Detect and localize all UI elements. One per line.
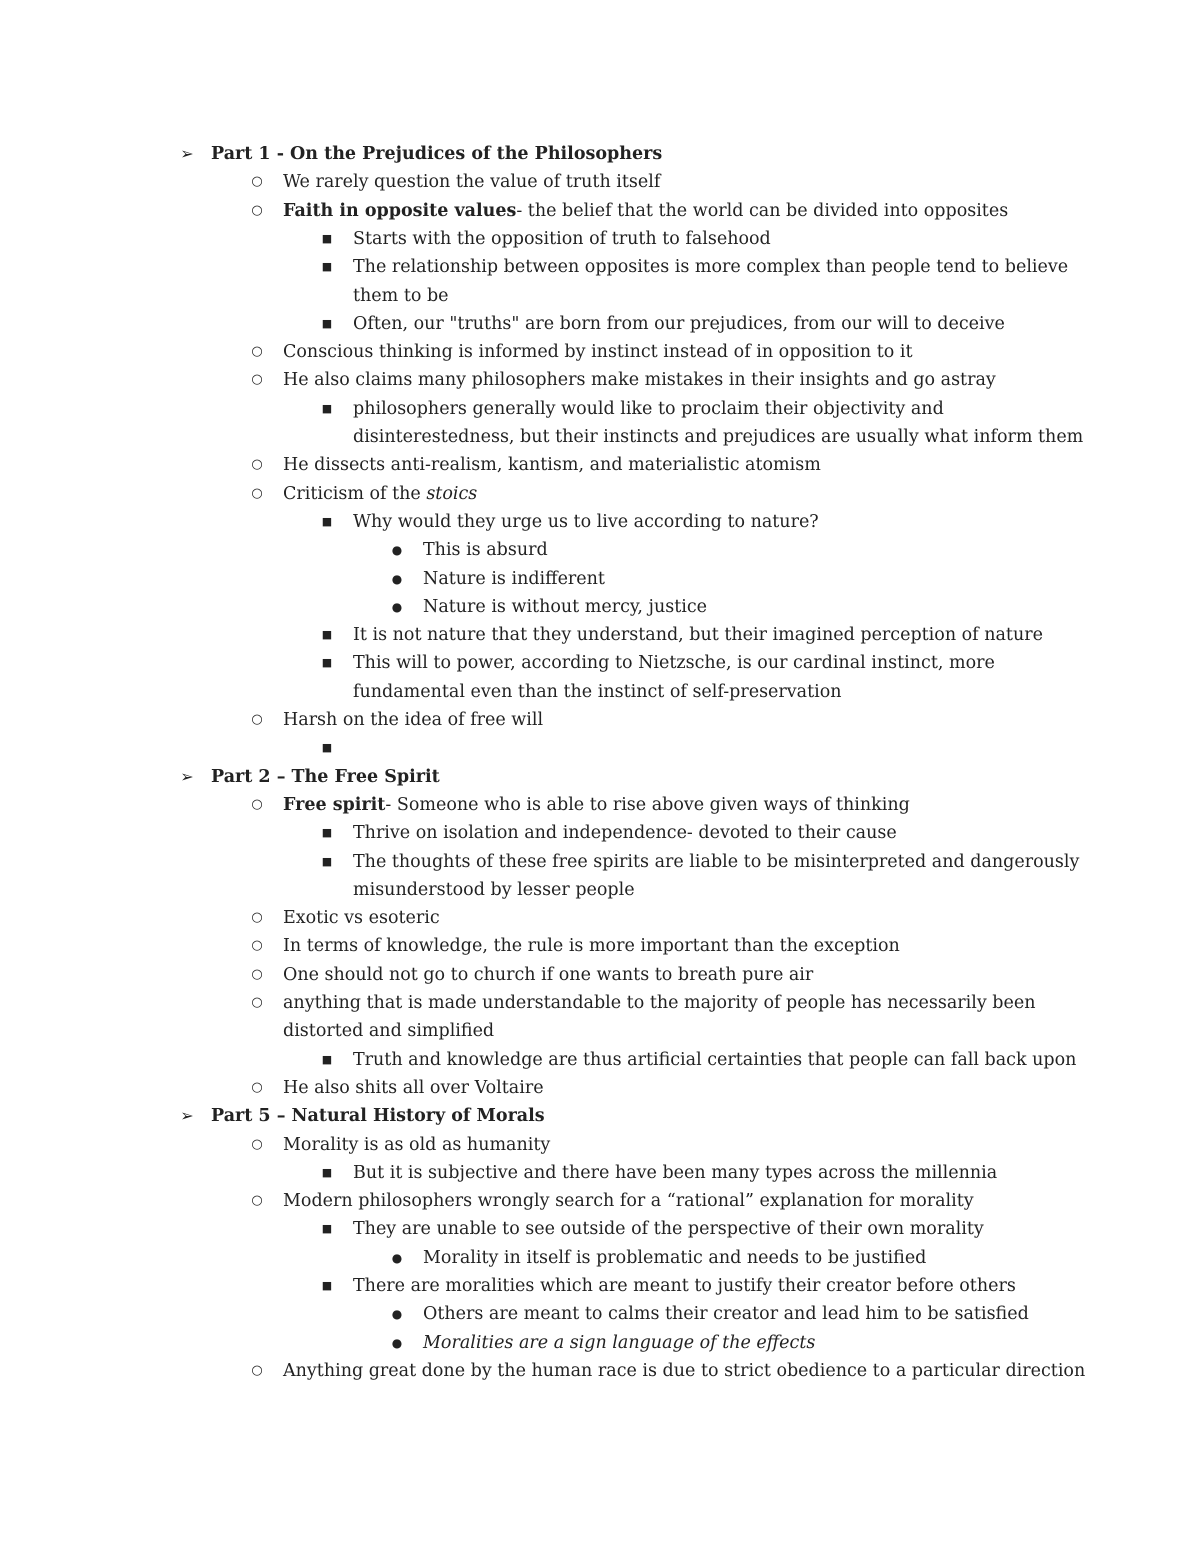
line-text (423, 1329, 815, 1357)
bullet-marker: ■ (321, 628, 333, 642)
line-text (283, 1187, 974, 1215)
text-segment: Free spirit (283, 794, 386, 815)
bullet-marker: ○ (251, 202, 263, 218)
line-text (283, 197, 1008, 225)
text-segment: Morality is as old as humanity (283, 1134, 551, 1155)
text-segment: The relationship between opposites is more complex than people tend to believe (353, 257, 1069, 278)
bullet-marker: ● (391, 543, 403, 558)
line-text (353, 1272, 1016, 1300)
line-text (211, 140, 662, 168)
bullet-marker: ■ (321, 854, 333, 868)
text-segment: Criticism of the (283, 483, 427, 504)
text-segment: Truth and knowledge are thus artificial certainties that people can fall back upon (353, 1049, 1077, 1070)
bullet-marker: ○ (251, 1193, 263, 1209)
line-text (283, 791, 910, 819)
line-text (353, 253, 1068, 281)
bullet-marker: ➢ (180, 766, 194, 786)
text-segment: We rarely question the value of truth itself (283, 172, 661, 193)
line-text (353, 1046, 1076, 1074)
line-text (283, 1357, 1085, 1385)
text-segment: He dissects anti-realism, kantism, and materialistic atomism (283, 455, 821, 476)
text-segment: Conscious thinking is informed by instinct instead of in opposition to it (283, 342, 913, 363)
line-text (353, 1215, 984, 1243)
bullet-marker: ○ (251, 995, 263, 1010)
bullet-marker: ○ (251, 1079, 263, 1095)
bullet-marker: ■ (321, 656, 333, 670)
text-segment: Part 1 - On the Prejudices of the Philosophers (211, 144, 663, 164)
line-text (423, 536, 548, 564)
line-text (211, 763, 440, 791)
text-segment: Part 2 – The Free Spirit (211, 766, 440, 787)
text-segment: He also claims many philosophers make mistakes in their insights and go astray (283, 370, 996, 391)
bullet-marker: ■ (321, 1279, 333, 1292)
text-segment: Morality in itself is problematic and needs to be justified (423, 1247, 927, 1268)
bullet-marker: ■ (321, 826, 333, 840)
line-text (353, 282, 449, 310)
line-text (353, 395, 944, 423)
text-segment: stoics (426, 483, 478, 504)
line-text (353, 621, 1043, 649)
line-text (353, 848, 1079, 876)
text-segment: Part 5 – Natural History of Morals (211, 1106, 545, 1127)
text-segment: It is not nature that they understand, but their imagined perception of nature (353, 625, 1043, 646)
bullet-marker: ○ (251, 938, 263, 954)
text-segment: distorted and simplified (283, 1021, 495, 1042)
line-text (283, 168, 660, 196)
bullet-marker: ● (391, 1250, 403, 1265)
text-segment: The thoughts of these free spirits are liable to be misinterpreted and dangerously (353, 851, 1080, 872)
text-segment: Moralities are a sign language of the effects (423, 1332, 816, 1353)
text-segment: He also shits all over Voltaire (283, 1077, 544, 1098)
text-segment: Starts with the opposition of truth to falsehood (353, 228, 771, 249)
bullet-marker: ● (391, 599, 403, 614)
bullet-marker: ○ (251, 372, 263, 388)
line-text (283, 1017, 494, 1045)
text-segment: Harsh on the idea of free will (283, 710, 544, 730)
text-segment: - the belief that the world can be divided into opposites (516, 200, 1009, 221)
line-text (353, 678, 842, 706)
line-text (283, 961, 813, 989)
line-text (211, 1102, 545, 1130)
bullet-marker: ■ (321, 1052, 333, 1066)
text-segment: them to be (353, 285, 449, 306)
line-text (353, 423, 1083, 451)
line-text (423, 1300, 1029, 1328)
line-text (283, 989, 1035, 1017)
bullet-marker: ■ (321, 231, 333, 245)
line-text (283, 1131, 550, 1159)
text-segment: fundamental even than the instinct of self-preservation (353, 681, 842, 702)
line-text (283, 932, 900, 960)
line-text (423, 593, 707, 621)
line-text (353, 819, 897, 847)
line-text (283, 480, 477, 508)
text-segment: Often, our "truths" are born from our prejudices, from our will to deceive (353, 313, 1005, 334)
text-segment: Anything great done by the human race is due to strict obedience to a particular direction (283, 1360, 1086, 1381)
text-segment: philosophers generally would like to proclaim their objectivity and (353, 398, 944, 419)
line-text (283, 338, 913, 366)
bullet-marker: ■ (321, 401, 333, 415)
text-segment: Thrive on isolation and independence- devoted to their cause (353, 823, 897, 844)
bullet-marker: ■ (321, 316, 333, 330)
bullet-marker: ● (391, 1335, 403, 1350)
bullet-marker: ■ (321, 1165, 333, 1179)
line-text (353, 1159, 997, 1187)
line-text (353, 649, 995, 677)
bullet-marker: ○ (251, 1136, 263, 1152)
text-segment: Why would they urge us to live according to nature? (353, 511, 819, 532)
bullet-marker: ■ (321, 514, 333, 528)
text-segment: Nature is indifferent (423, 568, 605, 589)
bullet-marker: ○ (251, 966, 263, 982)
text-segment: Others are meant to calms their creator and lead him to be satisfied (423, 1304, 1029, 1325)
line-text (353, 310, 1005, 338)
bullet-marker: ○ (251, 1362, 263, 1378)
line-text (423, 1244, 926, 1272)
line-text (353, 876, 635, 904)
text-segment: There are moralities which are meant to justify their creator before others (353, 1276, 1016, 1296)
line-text (283, 706, 543, 734)
line-text (353, 225, 771, 253)
text-segment: This will to power, according to Nietzsche, is our cardinal instinct, more (353, 653, 995, 674)
text-segment: - Someone who is able to rise above given ways of thinking (385, 794, 910, 815)
text-segment: Modern philosophers wrongly search for a “rational” explanation for morality (283, 1191, 974, 1212)
text-segment: Exotic vs esoteric (283, 908, 440, 929)
line-text (353, 508, 819, 536)
text-segment: In terms of knowledge, the rule is more important than the exception (283, 936, 900, 957)
text-segment: anything that is made understandable to the majority of people has necessarily been (283, 993, 1036, 1013)
bullet-marker: ■ (321, 741, 333, 755)
text-segment: Nature is without mercy, justice (423, 596, 708, 617)
text-segment: They are unable to see outside of the perspective of their own morality (353, 1219, 984, 1240)
bullet-marker: ○ (251, 910, 263, 926)
line-text (283, 451, 821, 479)
line-text (423, 565, 605, 593)
bullet-marker: ○ (251, 712, 263, 727)
text-segment: But it is subjective and there have been many types across the millennia (353, 1162, 998, 1183)
text-segment: This is absurd (423, 540, 548, 561)
bullet-marker: ■ (321, 1222, 333, 1236)
line-text (283, 1074, 544, 1102)
line-text (283, 366, 996, 394)
bullet-marker: ➢ (180, 1106, 194, 1126)
bullet-marker: ○ (251, 796, 263, 812)
bullet-marker: ■ (321, 260, 333, 274)
bullet-marker: ○ (251, 485, 263, 501)
bullet-marker: ○ (251, 457, 263, 473)
bullet-marker: ○ (251, 344, 263, 360)
text-segment: disinterestedness, but their instincts and prejudices are usually what inform them (353, 427, 1084, 447)
bullet-marker: ● (391, 571, 403, 586)
bullet-marker: ○ (251, 174, 263, 190)
bullet-marker: ● (391, 1307, 403, 1322)
bullet-marker: ➢ (180, 144, 194, 163)
text-segment: One should not go to church if one wants to breath pure air (283, 964, 814, 985)
line-text (283, 904, 440, 932)
text-segment: misunderstood by lesser people (353, 879, 635, 900)
text-segment: Faith in opposite values (283, 200, 517, 221)
